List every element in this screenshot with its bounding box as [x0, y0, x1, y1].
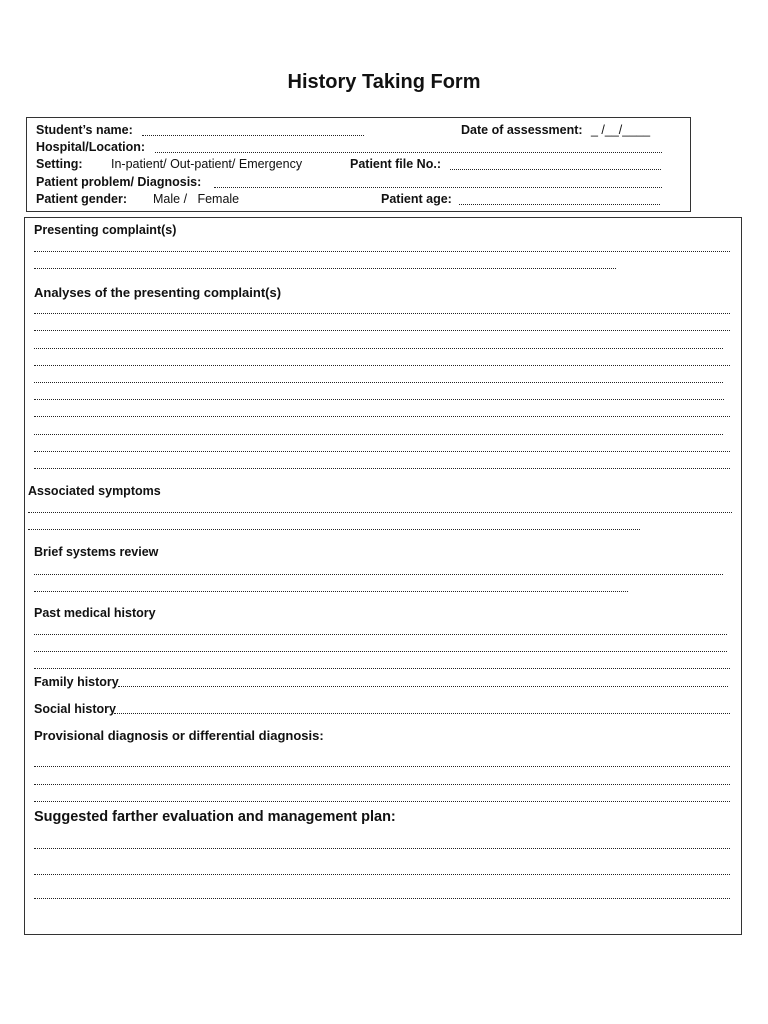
provisional-diagnosis-heading: Provisional diagnosis or differential diagnosis: [34, 728, 324, 743]
past-medical-history-heading: Past medical history [34, 606, 156, 620]
analyses-line[interactable] [34, 451, 730, 452]
systems-review-heading: Brief systems review [34, 545, 159, 559]
age-label: Patient age: [381, 192, 452, 206]
systems-review-line[interactable] [34, 591, 628, 592]
provisional-diagnosis-line[interactable] [34, 766, 730, 767]
analyses-heading: Analyses of the presenting complaint(s) [34, 285, 282, 300]
age-field[interactable] [459, 204, 660, 205]
management-plan-line[interactable] [34, 848, 730, 849]
hospital-field[interactable] [155, 152, 662, 153]
analyses-line[interactable] [34, 313, 730, 314]
student-name-label: Student’s name: [36, 123, 133, 137]
gender-label: Patient gender: [36, 192, 127, 206]
analyses-line[interactable] [34, 468, 730, 469]
past-medical-history-line[interactable] [34, 651, 727, 652]
presenting-complaints-line[interactable] [34, 251, 730, 252]
file-no-label: Patient file No.: [350, 157, 441, 171]
form-title: History Taking Form [287, 71, 481, 93]
date-field[interactable]: _ /__/____ [591, 123, 651, 137]
student-name-field[interactable] [142, 135, 364, 136]
past-medical-history-line[interactable] [34, 668, 730, 669]
analyses-line[interactable] [34, 382, 723, 383]
setting-label: Setting: [36, 157, 83, 171]
systems-review-line[interactable] [34, 574, 723, 575]
management-plan-heading: Suggested farther evaluation and management plan: [34, 809, 396, 825]
analyses-line[interactable] [34, 330, 730, 331]
date-label: Date of assessment: [461, 123, 583, 137]
provisional-diagnosis-line[interactable] [34, 784, 730, 785]
problem-label: Patient problem/ Diagnosis: [36, 175, 202, 189]
analyses-line[interactable] [34, 399, 724, 400]
social-history-line[interactable] [114, 713, 730, 714]
presenting-complaints-heading: Presenting complaint(s) [34, 223, 177, 237]
gender-options[interactable]: Male / Female [153, 192, 240, 206]
provisional-diagnosis-line[interactable] [34, 801, 730, 802]
analyses-line[interactable] [34, 434, 723, 435]
associated-symptoms-line[interactable] [28, 529, 640, 530]
presenting-complaints-line[interactable] [34, 268, 616, 269]
analyses-line[interactable] [34, 348, 723, 349]
management-plan-line[interactable] [34, 898, 730, 899]
file-no-field[interactable] [450, 169, 661, 170]
associated-symptoms-heading: Associated symptoms [28, 484, 161, 498]
problem-field[interactable] [214, 187, 662, 188]
family-history-heading: Family history [34, 675, 119, 689]
family-history-line[interactable] [118, 686, 728, 687]
setting-options[interactable]: In-patient/ Out-patient/ Emergency [111, 157, 303, 171]
management-plan-line[interactable] [34, 874, 730, 875]
associated-symptoms-line[interactable] [28, 512, 732, 513]
hospital-label: Hospital/Location: [36, 140, 146, 154]
history-main-box [24, 217, 742, 935]
past-medical-history-line[interactable] [34, 634, 727, 635]
social-history-heading: Social history [34, 702, 116, 716]
analyses-line[interactable] [34, 365, 730, 366]
analyses-line[interactable] [34, 416, 730, 417]
